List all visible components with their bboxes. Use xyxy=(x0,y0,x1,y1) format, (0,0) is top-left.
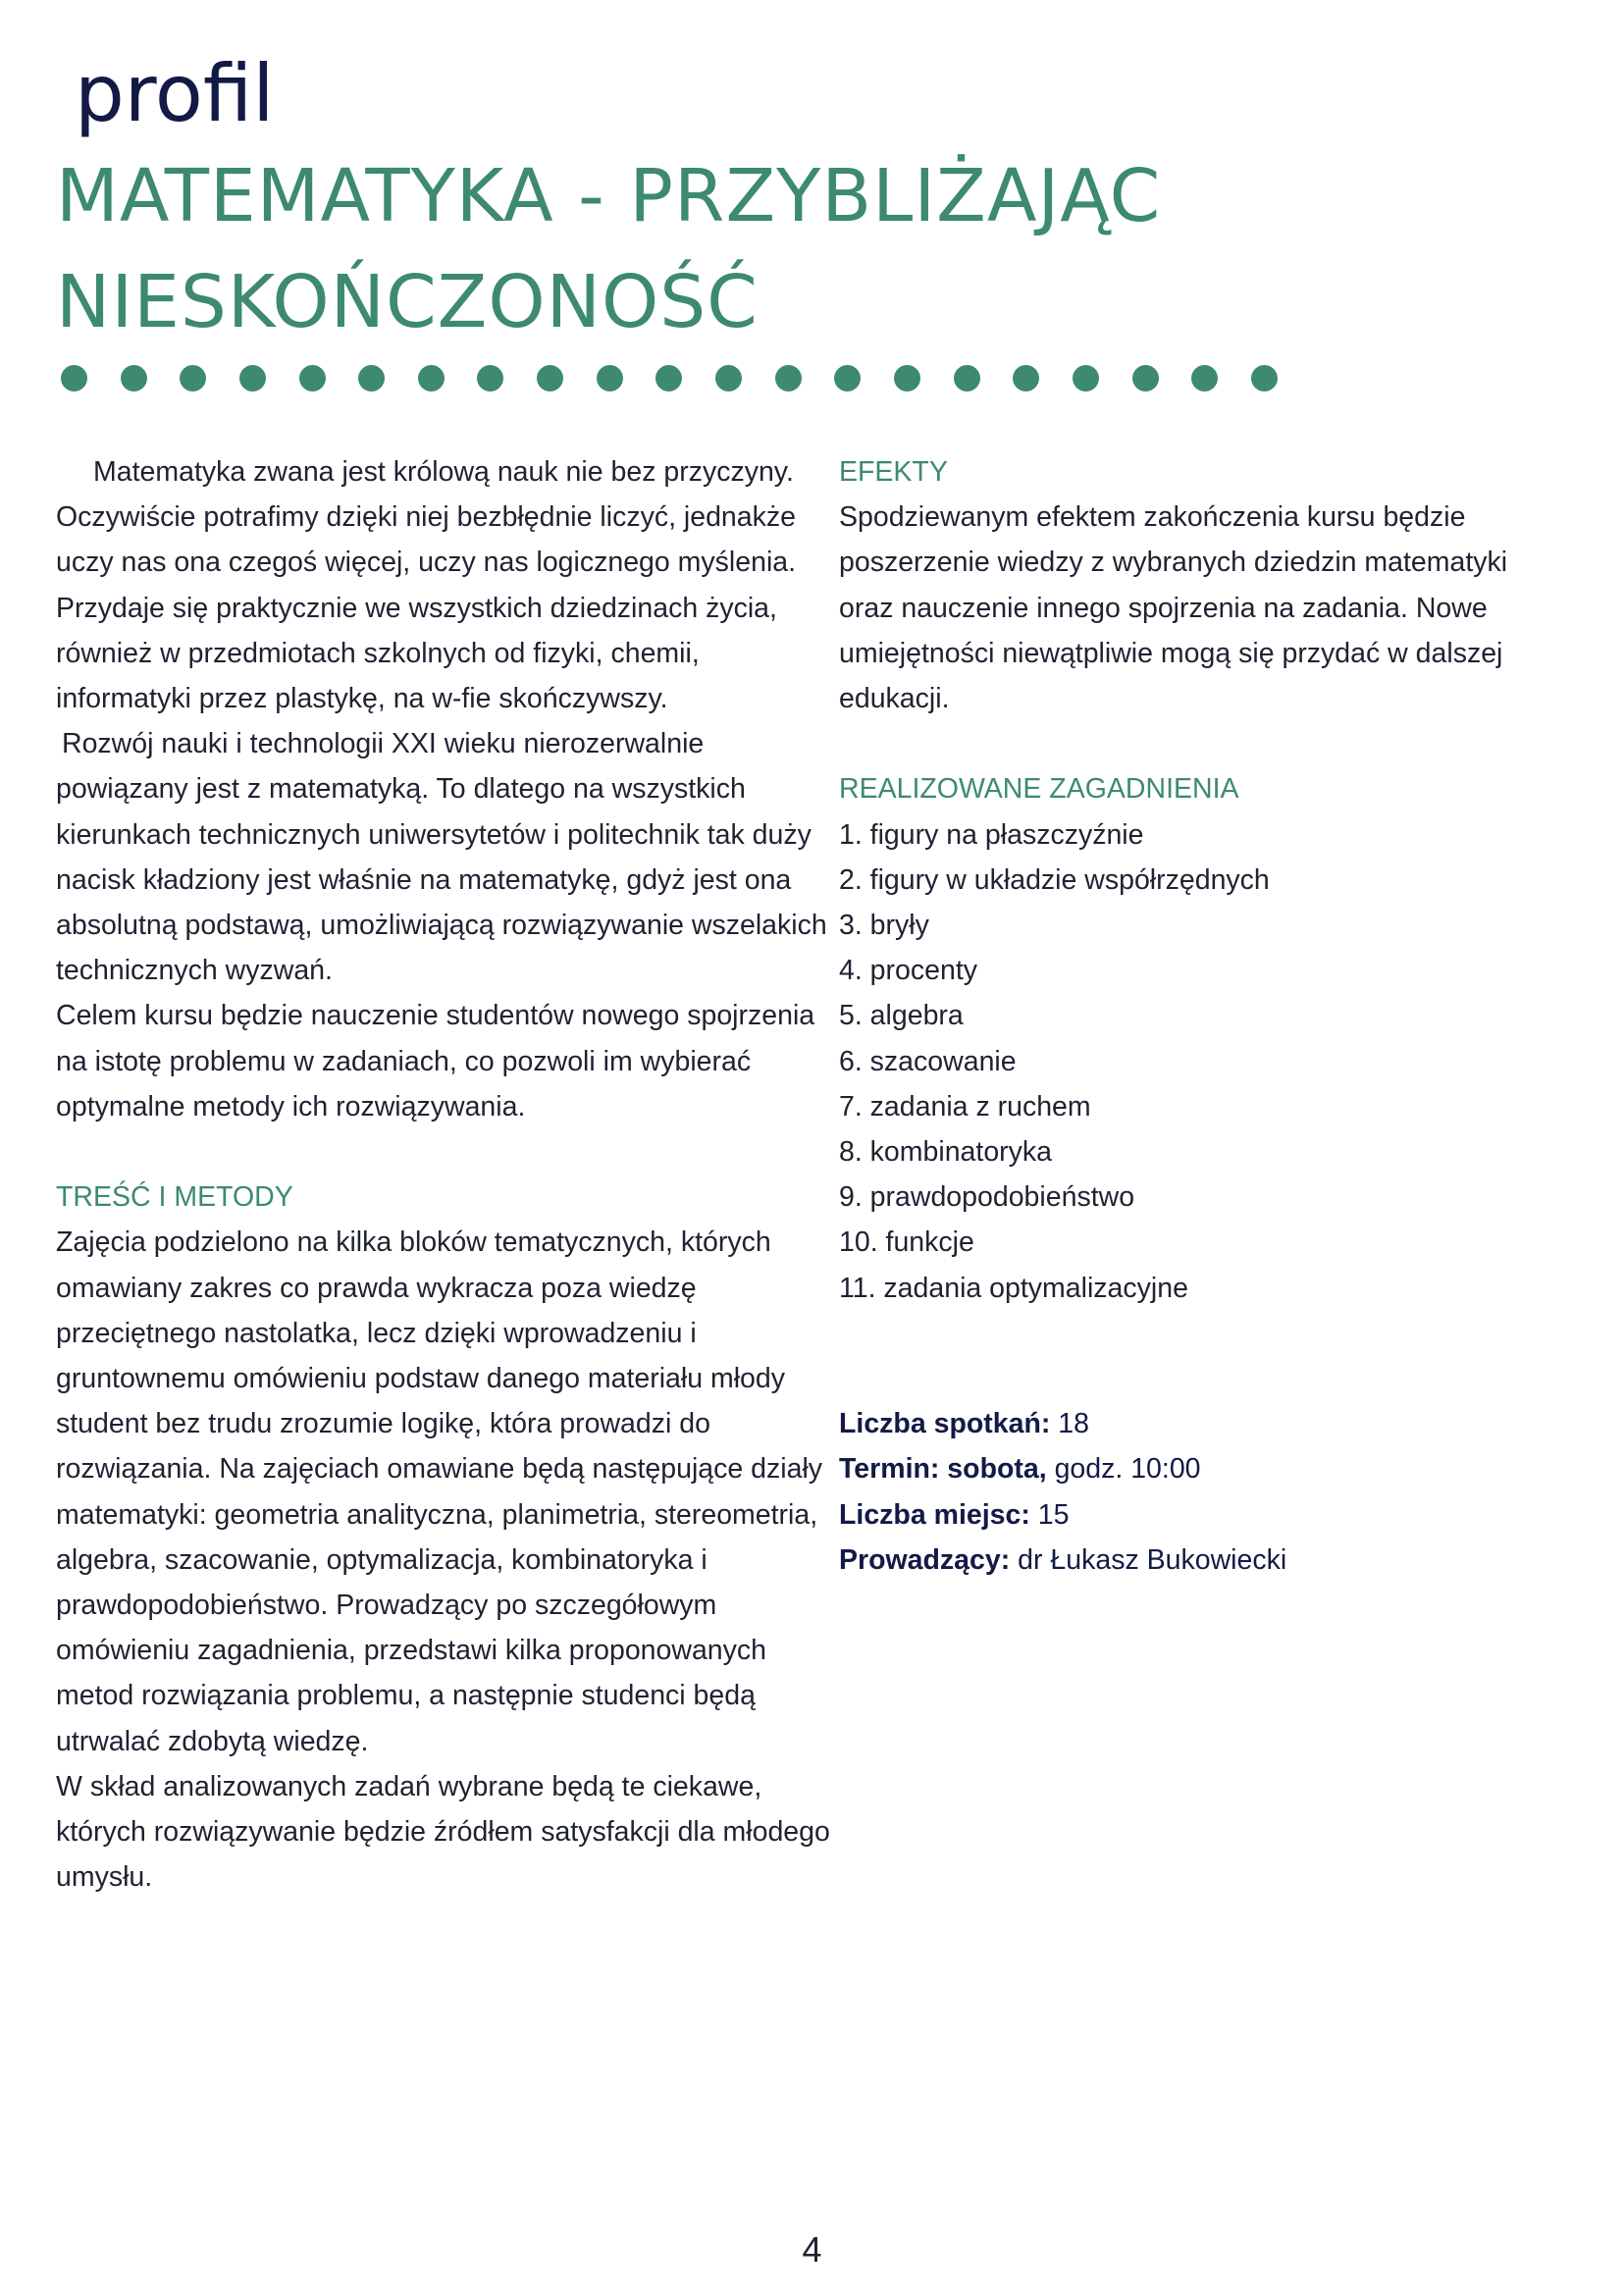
list-item: 1. figury na płaszczyźnie xyxy=(839,818,1144,851)
topics-heading: REALIZOWANE ZAGADNIENIA xyxy=(839,773,1239,806)
divider-dot xyxy=(655,365,682,391)
divider-dot xyxy=(358,365,385,391)
seats-row xyxy=(839,1492,1545,1538)
meetings-label: Liczba spotkań: xyxy=(839,1408,1051,1440)
list-item: 7. zadania z ruchem xyxy=(839,1090,1091,1122)
divider-dot xyxy=(954,365,980,391)
course-info xyxy=(839,1401,1545,1583)
term-value: godz. 10:00 xyxy=(1046,1453,1201,1486)
divider-dot xyxy=(1191,365,1218,391)
effects-heading: EFEKTY xyxy=(839,456,948,488)
divider-dot xyxy=(121,365,147,391)
divider-dot xyxy=(894,365,920,391)
meetings-value: 18 xyxy=(1050,1408,1089,1440)
divider-dot xyxy=(537,365,563,391)
lecturer-label: Prowadzący: xyxy=(839,1543,1011,1576)
list-item: 11. zadania optymalizacyjne xyxy=(839,1272,1188,1304)
intro-paragraph-3: Celem kursu będzie nauczenie studentów nowego spojrzenia na istotę problemu w zadaniach, co pozwoli im wybierać optymalne metody ich rozwiązywania. xyxy=(56,1000,815,1122)
intro-paragraph-2: Rozwój nauki i technologii XXI wieku nierozerwalnie powiązany jest z matematyką. To dlatego na wszystkich kierunkach technicznych uniwersytetów i politechnik tak duży nacisk kładziony jest właśnie na matematykę, gdyż jest ona absolutną podstawą, umożliwiającą rozwiązywanie wszelakich technicznych wyzwań. xyxy=(56,728,827,987)
methods-paragraph-2: W skład analizowanych zadań wybrane będą te ciekawe, których rozwiązywanie będzie źródłem satysfakcji dla młodego umysłu. xyxy=(56,1770,830,1894)
title-line-2: NIESKOŃCZONOŚĆ xyxy=(56,260,759,344)
list-item: 6. szacowanie xyxy=(839,1045,1017,1077)
seats-label: Liczba miejsc: xyxy=(839,1498,1030,1531)
dot-divider xyxy=(61,363,1278,392)
term-row xyxy=(839,1446,1545,1491)
lecturer-value: dr Łukasz Bukowiecki xyxy=(1010,1543,1287,1576)
divider-dot xyxy=(1073,365,1099,391)
divider-dot xyxy=(61,365,87,391)
page-title xyxy=(56,143,1528,355)
methods-heading: TREŚĆ I METODY xyxy=(56,1181,293,1214)
lecturer-row xyxy=(839,1538,1545,1583)
list-item: 5. algebra xyxy=(839,1000,964,1032)
list-item: 3. bryły xyxy=(839,910,929,942)
list-item: 9. prawdopodobieństwo xyxy=(839,1181,1135,1214)
divider-dot xyxy=(180,365,206,391)
methods-paragraph-1: Zajęcia podzielono na kilka bloków tematycznych, których omawiany zakres co prawda wykracza poza wiedzę przeciętnego nastolatka, lecz dzięki wprowadzeniu i gruntownemu omówieniu podstaw danego materiału młody student bez trudu zrozumie logikę, która prowadzi do rozwiązania. Na zajęciach omawiane będą następujące działy matematyki: geometria analityczna, planimetria, stereometria, algebra, szacowanie, optymalizacja, kombinatoryka i prawdopodobieństwo. Prowadzący po szczegółowym omówieniu zagadnienia, przedstawi kilka proponowanych metod rozwiązania problemu, a następnie studenci będą utrwalać zdobytą wiedzę. xyxy=(56,1226,823,1757)
divider-dot xyxy=(239,365,266,391)
divider-dot xyxy=(477,365,503,391)
divider-dot xyxy=(1013,365,1039,391)
list-item: 4. procenty xyxy=(839,955,977,987)
left-column xyxy=(56,449,831,1900)
divider-dot xyxy=(597,365,623,391)
list-item: 10. funkcje xyxy=(839,1226,974,1259)
effects-paragraph: Spodziewanym efektem zakończenia kursu będzie poszerzenie wiedzy z wybranych dziedzin matematyki oraz nauczenie innego spojrzenia na zadania. Nowe umiejętności niewątpliwie mogą się przydać w dalszej edukacji. xyxy=(839,501,1508,715)
topics-list xyxy=(839,812,1545,1311)
list-item: 2. figury w układzie współrzędnych xyxy=(839,863,1270,896)
page-number: 4 xyxy=(802,2229,822,2270)
divider-dot xyxy=(775,365,802,391)
divider-dot xyxy=(715,365,742,391)
list-item: 8. kombinatoryka xyxy=(839,1136,1053,1169)
title-line-1: MATEMATYKA - PRZYBLIŻAJĄC xyxy=(56,154,1162,238)
meetings-row xyxy=(839,1401,1545,1446)
divider-dot xyxy=(418,365,445,391)
profile-label: profil xyxy=(75,48,275,139)
divider-dot xyxy=(1251,365,1278,391)
term-label: Termin: sobota, xyxy=(839,1453,1047,1486)
seats-value: 15 xyxy=(1029,1498,1070,1531)
divider-dot xyxy=(1132,365,1159,391)
divider-dot xyxy=(834,365,861,391)
right-column xyxy=(839,449,1545,1583)
intro-paragraph-1: Matematyka zwana jest królową nauk nie bez przyczyny. Oczywiście potrafimy dzięki niej bezbłędnie liczyć, jednakże uczy nas ona czegoś więcej, uczy nas logicznego myślenia. Przydaje się praktycznie we wszystkich dziedzinach życia, również w przedmiotach szkolnych od fizyki, chemii, informatyki przez plastykę, na w-fie skończywszy. xyxy=(56,456,797,715)
divider-dot xyxy=(299,365,326,391)
